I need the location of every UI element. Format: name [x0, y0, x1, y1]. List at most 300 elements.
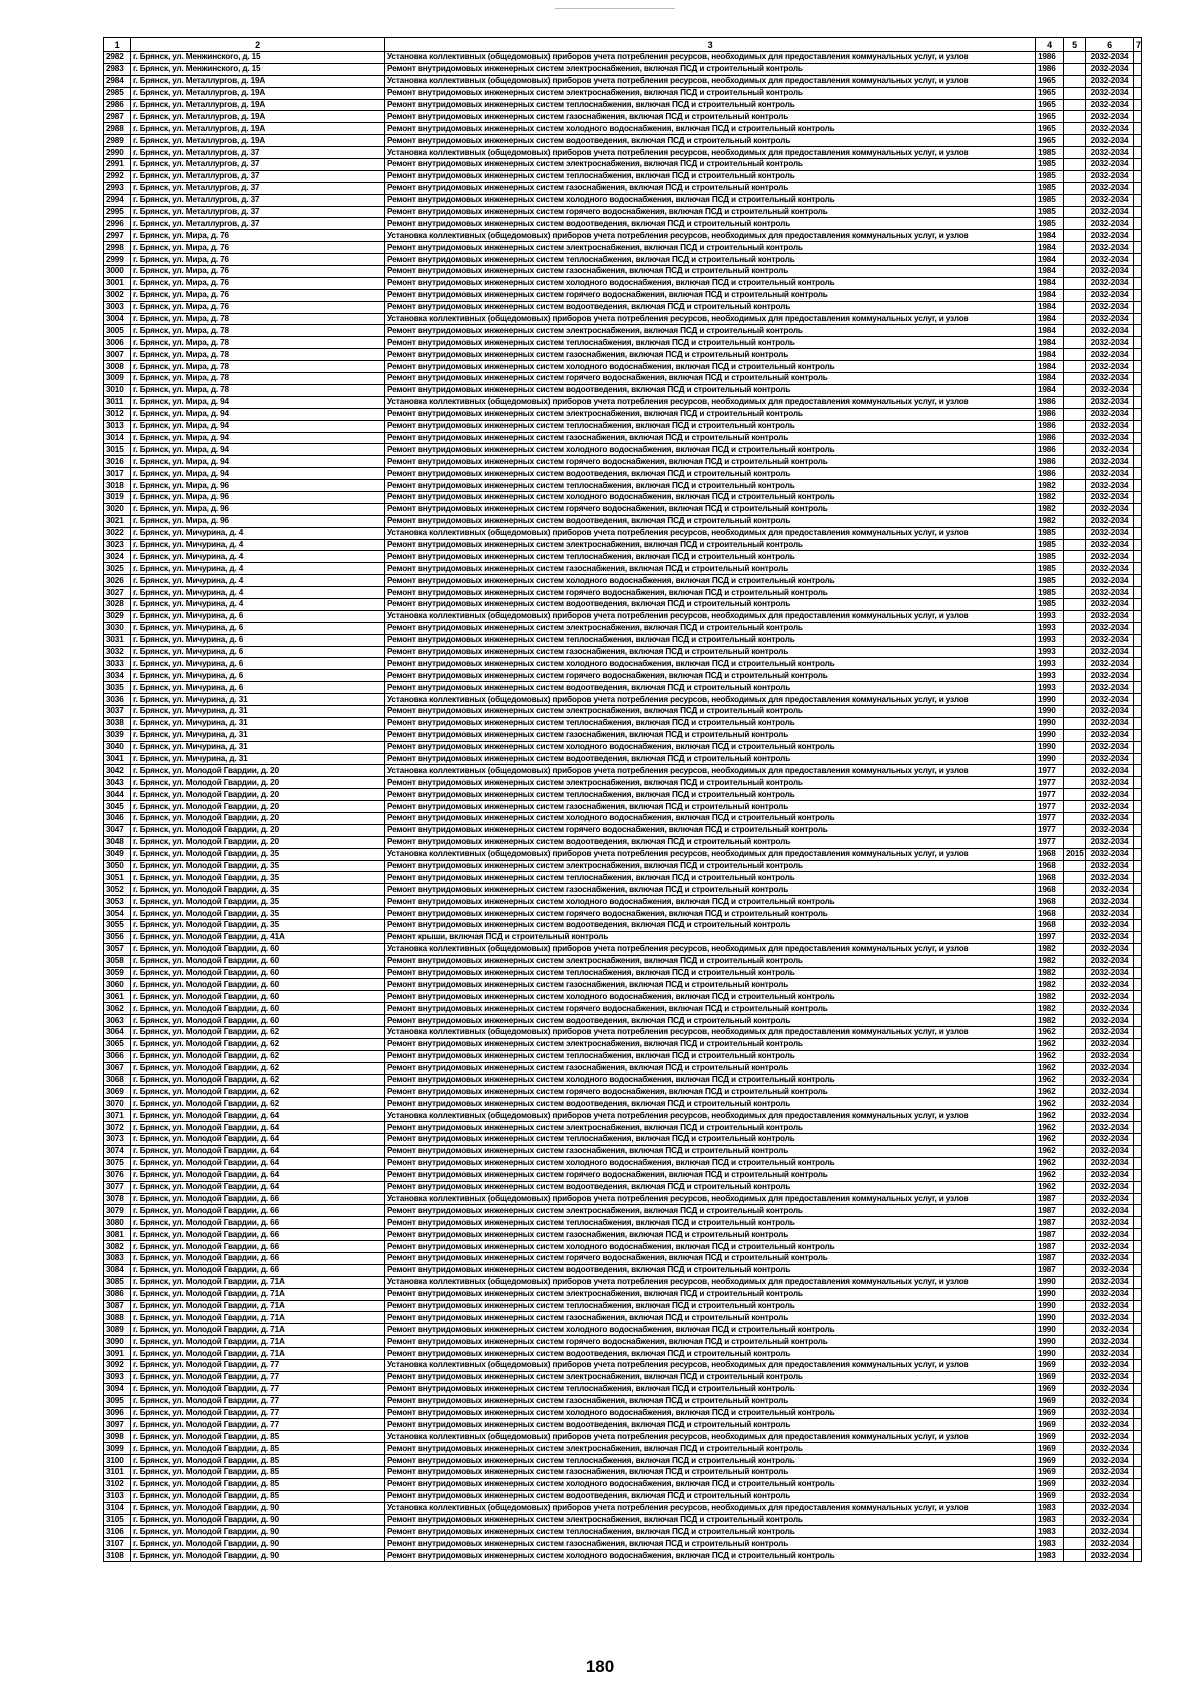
- cell-row-number: 3101: [104, 1466, 131, 1478]
- cell-planned-period: 2032-2034: [1086, 753, 1134, 765]
- cell-row-number: 3078: [104, 1193, 131, 1205]
- cell-row-number: 2994: [104, 194, 131, 206]
- cell-last-repair-year: [1064, 1264, 1086, 1276]
- cell-address: г. Брянск, ул. Молодой Гвардии, д. 71А: [131, 1348, 385, 1360]
- cell-note: [1134, 1145, 1142, 1157]
- cell-work-type: Ремонт внутридомовых инженерных систем теплоснабжения, включая ПСД и строительный контроль: [385, 1455, 1036, 1467]
- cell-address: г. Брянск, ул. Молодой Гвардии, д. 85: [131, 1490, 385, 1502]
- cell-work-type: Ремонт внутридомовых инженерных систем водоотведения, включая ПСД и строительный контроль: [385, 1015, 1036, 1027]
- cell-planned-period: 2032-2034: [1086, 52, 1134, 64]
- cell-note: [1134, 313, 1142, 325]
- cell-planned-period: 2032-2034: [1086, 1312, 1134, 1324]
- cell-build-year: 1990: [1036, 741, 1064, 753]
- cell-note: [1134, 1050, 1142, 1062]
- top-rule: [555, 8, 675, 9]
- cell-work-type: Установка коллективных (общедомовых) приборов учета потребления ресурсов, необходимых для предоставления коммунальных услуг, и узлов: [385, 1193, 1036, 1205]
- cell-work-type: Ремонт внутридомовых инженерных систем водоотведения, включая ПСД и строительный контроль: [385, 836, 1036, 848]
- cell-row-number: 3033: [104, 658, 131, 670]
- cell-address: г. Брянск, ул. Молодой Гвардии, д. 62: [131, 1074, 385, 1086]
- cell-note: [1134, 1122, 1142, 1134]
- cell-note: [1134, 670, 1142, 682]
- cell-last-repair-year: [1064, 539, 1086, 551]
- cell-work-type: Ремонт внутридомовых инженерных систем электроснабжения, включая ПСД и строительный контроль: [385, 1371, 1036, 1383]
- cell-address: г. Брянск, ул. Молодой Гвардии, д. 77: [131, 1383, 385, 1395]
- cell-row-number: 3020: [104, 503, 131, 515]
- cell-work-type: Ремонт внутридомовых инженерных систем холодного водоснабжения, включая ПСД и строительный контроль: [385, 813, 1036, 825]
- cell-build-year: 1962: [1036, 1062, 1064, 1074]
- cell-planned-period: 2032-2034: [1086, 836, 1134, 848]
- cell-planned-period: 2032-2034: [1086, 420, 1134, 432]
- cell-planned-period: 2032-2034: [1086, 646, 1134, 658]
- cell-row-number: 2991: [104, 159, 131, 171]
- cell-work-type: Ремонт внутридомовых инженерных систем водоотведения, включая ПСД и строительный контроль: [385, 515, 1036, 527]
- cell-last-repair-year: [1064, 1288, 1086, 1300]
- cell-work-type: Ремонт внутридомовых инженерных систем газоснабжения, включая ПСД и строительный контроль: [385, 1395, 1036, 1407]
- cell-work-type: Ремонт внутридомовых инженерных систем горячего водоснабжения, включая ПСД и строительный контроль: [385, 824, 1036, 836]
- cell-planned-period: 2032-2034: [1086, 1252, 1134, 1264]
- table-row: [104, 848, 1142, 860]
- cell-build-year: 1997: [1036, 931, 1064, 943]
- cell-planned-period: 2032-2034: [1086, 1110, 1134, 1122]
- cell-address: г. Брянск, ул. Мичурина, д. 4: [131, 575, 385, 587]
- cell-note: [1134, 503, 1142, 515]
- cell-address: г. Брянск, ул. Мира, д. 78: [131, 349, 385, 361]
- cell-address: г. Брянск, ул. Мира, д. 78: [131, 325, 385, 337]
- cell-row-number: 3052: [104, 884, 131, 896]
- cell-address: г. Брянск, ул. Мира, д. 94: [131, 420, 385, 432]
- cell-address: г. Брянск, ул. Молодой Гвардии, д. 77: [131, 1371, 385, 1383]
- cell-build-year: 1969: [1036, 1455, 1064, 1467]
- cell-planned-period: 2032-2034: [1086, 860, 1134, 872]
- cell-last-repair-year: [1064, 920, 1086, 932]
- cell-address: г. Брянск, ул. Мичурина, д. 6: [131, 658, 385, 670]
- cell-note: [1134, 908, 1142, 920]
- cell-last-repair-year: [1064, 801, 1086, 813]
- table-row: [104, 1193, 1142, 1205]
- cell-last-repair-year: [1064, 266, 1086, 278]
- cell-last-repair-year: [1064, 1193, 1086, 1205]
- table-row: [104, 266, 1142, 278]
- cell-row-number: 3061: [104, 991, 131, 1003]
- cell-build-year: 1969: [1036, 1431, 1064, 1443]
- cell-work-type: Ремонт внутридомовых инженерных систем теплоснабжения, включая ПСД и строительный контроль: [385, 1300, 1036, 1312]
- cell-row-number: 3062: [104, 1003, 131, 1015]
- cell-planned-period: 2032-2034: [1086, 75, 1134, 87]
- cell-note: [1134, 361, 1142, 373]
- cell-work-type: Ремонт внутридомовых инженерных систем электроснабжения, включая ПСД и строительный контроль: [385, 705, 1036, 717]
- cell-build-year: 1984: [1036, 325, 1064, 337]
- cell-work-type: Ремонт внутридомовых инженерных систем теплоснабжения, включая ПСД и строительный контроль: [385, 1526, 1036, 1538]
- header-col-4: 4: [1036, 38, 1064, 52]
- cell-row-number: 3066: [104, 1050, 131, 1062]
- cell-note: [1134, 1276, 1142, 1288]
- cell-note: [1134, 456, 1142, 468]
- table-row: [104, 979, 1142, 991]
- cell-row-number: 3004: [104, 313, 131, 325]
- table-row: [104, 230, 1142, 242]
- table-row: [104, 206, 1142, 218]
- cell-work-type: Ремонт внутридомовых инженерных систем холодного водоснабжения, включая ПСД и строительный контроль: [385, 194, 1036, 206]
- cell-address: г. Брянск, ул. Молодой Гвардии, д. 71А: [131, 1324, 385, 1336]
- cell-row-number: 3050: [104, 860, 131, 872]
- cell-build-year: 1987: [1036, 1217, 1064, 1229]
- cell-last-repair-year: [1064, 1241, 1086, 1253]
- cell-work-type: Установка коллективных (общедомовых) приборов учета потребления ресурсов, необходимых для предоставления коммунальных услуг, и узлов: [385, 313, 1036, 325]
- cell-note: [1134, 349, 1142, 361]
- cell-build-year: 1969: [1036, 1490, 1064, 1502]
- table-row: [104, 931, 1142, 943]
- table-row: [104, 860, 1142, 872]
- cell-last-repair-year: [1064, 705, 1086, 717]
- table-row: [104, 396, 1142, 408]
- cell-last-repair-year: [1064, 1252, 1086, 1264]
- cell-planned-period: 2032-2034: [1086, 1050, 1134, 1062]
- cell-last-repair-year: [1064, 170, 1086, 182]
- cell-address: г. Брянск, ул. Мира, д. 78: [131, 337, 385, 349]
- cell-planned-period: 2032-2034: [1086, 1407, 1134, 1419]
- cell-planned-period: 2032-2034: [1086, 1288, 1134, 1300]
- cell-planned-period: 2032-2034: [1086, 705, 1134, 717]
- table-row: [104, 420, 1142, 432]
- cell-build-year: 1968: [1036, 848, 1064, 860]
- cell-work-type: Ремонт внутридомовых инженерных систем водоотведения, включая ПСД и строительный контроль: [385, 468, 1036, 480]
- cell-work-type: Ремонт внутридомовых инженерных систем газоснабжения, включая ПСД и строительный контроль: [385, 1145, 1036, 1157]
- cell-last-repair-year: [1064, 563, 1086, 575]
- cell-address: г. Брянск, ул. Металлургов, д. 19А: [131, 99, 385, 111]
- cell-build-year: 1986: [1036, 432, 1064, 444]
- cell-planned-period: 2032-2034: [1086, 1086, 1134, 1098]
- table-row: [104, 563, 1142, 575]
- cell-note: [1134, 1288, 1142, 1300]
- cell-row-number: 3030: [104, 622, 131, 634]
- cell-address: г. Брянск, ул. Мира, д. 78: [131, 313, 385, 325]
- cell-last-repair-year: [1064, 123, 1086, 135]
- cell-note: [1134, 955, 1142, 967]
- cell-build-year: 1982: [1036, 979, 1064, 991]
- cell-work-type: Ремонт внутридомовых инженерных систем газоснабжения, включая ПСД и строительный контроль: [385, 646, 1036, 658]
- cell-row-number: 3092: [104, 1359, 131, 1371]
- cell-row-number: 2988: [104, 123, 131, 135]
- cell-last-repair-year: [1064, 349, 1086, 361]
- cell-planned-period: 2032-2034: [1086, 87, 1134, 99]
- cell-note: [1134, 468, 1142, 480]
- cell-address: г. Брянск, ул. Металлургов, д. 37: [131, 218, 385, 230]
- cell-note: [1134, 1336, 1142, 1348]
- cell-row-number: 3086: [104, 1288, 131, 1300]
- cell-work-type: Ремонт внутридомовых инженерных систем холодного водоснабжения, включая ПСД и строительный контроль: [385, 741, 1036, 753]
- cell-build-year: 1983: [1036, 1502, 1064, 1514]
- cell-note: [1134, 432, 1142, 444]
- cell-last-repair-year: [1064, 456, 1086, 468]
- table-row: [104, 325, 1142, 337]
- table-row: [104, 801, 1142, 813]
- cell-planned-period: 2032-2034: [1086, 1038, 1134, 1050]
- cell-build-year: 1962: [1036, 1086, 1064, 1098]
- cell-last-repair-year: [1064, 1134, 1086, 1146]
- cell-build-year: 1987: [1036, 1229, 1064, 1241]
- table-row: [104, 1134, 1142, 1146]
- cell-planned-period: 2032-2034: [1086, 289, 1134, 301]
- cell-work-type: Ремонт внутридомовых инженерных систем электроснабжения, включая ПСД и строительный контроль: [385, 777, 1036, 789]
- cell-note: [1134, 111, 1142, 123]
- cell-address: г. Брянск, ул. Мичурина, д. 6: [131, 682, 385, 694]
- cell-last-repair-year: [1064, 491, 1086, 503]
- cell-note: [1134, 218, 1142, 230]
- cell-planned-period: 2032-2034: [1086, 1538, 1134, 1550]
- cell-last-repair-year: [1064, 1312, 1086, 1324]
- cell-build-year: 1969: [1036, 1478, 1064, 1490]
- cell-address: г. Брянск, ул. Металлургов, д. 37: [131, 206, 385, 218]
- cell-address: г. Брянск, ул. Молодой Гвардии, д. 85: [131, 1443, 385, 1455]
- cell-last-repair-year: [1064, 1478, 1086, 1490]
- cell-build-year: 1990: [1036, 1348, 1064, 1360]
- cell-note: [1134, 266, 1142, 278]
- cell-planned-period: 2032-2034: [1086, 1027, 1134, 1039]
- cell-work-type: Установка коллективных (общедомовых) приборов учета потребления ресурсов, необходимых для предоставления коммунальных услуг, и узлов: [385, 147, 1036, 159]
- table-row: [104, 313, 1142, 325]
- table-row: [104, 872, 1142, 884]
- cell-build-year: 1962: [1036, 1157, 1064, 1169]
- cell-last-repair-year: [1064, 1074, 1086, 1086]
- table-row: [104, 1110, 1142, 1122]
- cell-address: г. Брянск, ул. Менжинского, д. 15: [131, 52, 385, 64]
- cell-row-number: 3055: [104, 920, 131, 932]
- cell-planned-period: 2032-2034: [1086, 1062, 1134, 1074]
- cell-address: г. Брянск, ул. Молодой Гвардии, д. 64: [131, 1169, 385, 1181]
- cell-last-repair-year: [1064, 1122, 1086, 1134]
- cell-note: [1134, 587, 1142, 599]
- cell-row-number: 2998: [104, 242, 131, 254]
- cell-last-repair-year: [1064, 908, 1086, 920]
- cell-planned-period: 2032-2034: [1086, 1419, 1134, 1431]
- cell-note: [1134, 1455, 1142, 1467]
- cell-address: г. Брянск, ул. Мира, д. 76: [131, 289, 385, 301]
- cell-row-number: 3102: [104, 1478, 131, 1490]
- cell-address: г. Брянск, ул. Мичурина, д. 31: [131, 741, 385, 753]
- cell-planned-period: 2032-2034: [1086, 598, 1134, 610]
- cell-note: [1134, 1074, 1142, 1086]
- cell-row-number: 3087: [104, 1300, 131, 1312]
- table-row: [104, 1336, 1142, 1348]
- cell-note: [1134, 1241, 1142, 1253]
- cell-work-type: Ремонт внутридомовых инженерных систем холодного водоснабжения, включая ПСД и строительный контроль: [385, 1241, 1036, 1253]
- cell-work-type: Ремонт внутридомовых инженерных систем холодного водоснабжения, включая ПСД и строительный контроль: [385, 1478, 1036, 1490]
- cell-row-number: 3079: [104, 1205, 131, 1217]
- cell-work-type: Ремонт внутридомовых инженерных систем горячего водоснабжения, включая ПСД и строительный контроль: [385, 908, 1036, 920]
- cell-last-repair-year: [1064, 444, 1086, 456]
- cell-planned-period: 2032-2034: [1086, 1383, 1134, 1395]
- cell-last-repair-year: [1064, 420, 1086, 432]
- cell-work-type: Ремонт внутридомовых инженерных систем горячего водоснабжения, включая ПСД и строительный контроль: [385, 456, 1036, 468]
- cell-last-repair-year: [1064, 1431, 1086, 1443]
- cell-build-year: 1993: [1036, 670, 1064, 682]
- cell-build-year: 1968: [1036, 908, 1064, 920]
- cell-address: г. Брянск, ул. Мичурина, д. 6: [131, 622, 385, 634]
- cell-last-repair-year: [1064, 111, 1086, 123]
- cell-row-number: 3083: [104, 1252, 131, 1264]
- cell-note: [1134, 289, 1142, 301]
- cell-planned-period: 2032-2034: [1086, 1015, 1134, 1027]
- cell-note: [1134, 1466, 1142, 1478]
- cell-build-year: 1984: [1036, 266, 1064, 278]
- cell-note: [1134, 384, 1142, 396]
- cell-last-repair-year: [1064, 254, 1086, 266]
- cell-address: г. Брянск, ул. Молодой Гвардии, д. 66: [131, 1193, 385, 1205]
- cell-planned-period: 2032-2034: [1086, 123, 1134, 135]
- cell-address: г. Брянск, ул. Молодой Гвардии, д. 64: [131, 1122, 385, 1134]
- cell-planned-period: 2032-2034: [1086, 230, 1134, 242]
- cell-note: [1134, 598, 1142, 610]
- cell-build-year: 1965: [1036, 75, 1064, 87]
- table-row: [104, 373, 1142, 385]
- cell-last-repair-year: 2015: [1064, 848, 1086, 860]
- cell-build-year: 1993: [1036, 646, 1064, 658]
- cell-last-repair-year: [1064, 729, 1086, 741]
- cell-address: г. Брянск, ул. Металлургов, д. 37: [131, 194, 385, 206]
- table-row: [104, 468, 1142, 480]
- cell-build-year: 1983: [1036, 1550, 1064, 1562]
- cell-row-number: 2995: [104, 206, 131, 218]
- cell-note: [1134, 884, 1142, 896]
- cell-row-number: 3077: [104, 1181, 131, 1193]
- cell-address: г. Брянск, ул. Молодой Гвардии, д. 71А: [131, 1336, 385, 1348]
- cell-planned-period: 2032-2034: [1086, 622, 1134, 634]
- cell-row-number: 3053: [104, 896, 131, 908]
- cell-address: г. Брянск, ул. Молодой Гвардии, д. 20: [131, 765, 385, 777]
- cell-planned-period: 2032-2034: [1086, 1205, 1134, 1217]
- table-row: [104, 159, 1142, 171]
- cell-build-year: 1969: [1036, 1419, 1064, 1431]
- cell-last-repair-year: [1064, 789, 1086, 801]
- cell-note: [1134, 63, 1142, 75]
- cell-planned-period: 2032-2034: [1086, 503, 1134, 515]
- cell-note: [1134, 515, 1142, 527]
- cell-address: г. Брянск, ул. Мира, д. 94: [131, 444, 385, 456]
- cell-planned-period: 2032-2034: [1086, 694, 1134, 706]
- cell-last-repair-year: [1064, 52, 1086, 64]
- cell-row-number: 3093: [104, 1371, 131, 1383]
- cell-last-repair-year: [1064, 1348, 1086, 1360]
- cell-note: [1134, 551, 1142, 563]
- cell-work-type: Ремонт внутридомовых инженерных систем водоотведения, включая ПСД и строительный контроль: [385, 218, 1036, 230]
- cell-planned-period: 2032-2034: [1086, 159, 1134, 171]
- cell-row-number: 3096: [104, 1407, 131, 1419]
- table-row: [104, 896, 1142, 908]
- table-row: [104, 1324, 1142, 1336]
- cell-work-type: Ремонт внутридомовых инженерных систем электроснабжения, включая ПСД и строительный контроль: [385, 1205, 1036, 1217]
- cell-work-type: Ремонт внутридомовых инженерных систем водоотведения, включая ПСД и строительный контроль: [385, 301, 1036, 313]
- cell-planned-period: 2032-2034: [1086, 480, 1134, 492]
- cell-note: [1134, 1478, 1142, 1490]
- cell-address: г. Брянск, ул. Молодой Гвардии, д. 77: [131, 1359, 385, 1371]
- cell-planned-period: 2032-2034: [1086, 539, 1134, 551]
- cell-row-number: 3071: [104, 1110, 131, 1122]
- cell-row-number: 3044: [104, 789, 131, 801]
- cell-work-type: Ремонт внутридомовых инженерных систем горячего водоснабжения, включая ПСД и строительный контроль: [385, 587, 1036, 599]
- cell-build-year: 1990: [1036, 694, 1064, 706]
- cell-planned-period: 2032-2034: [1086, 801, 1134, 813]
- cell-build-year: 1987: [1036, 1252, 1064, 1264]
- table-row: [104, 598, 1142, 610]
- table-row: [104, 63, 1142, 75]
- cell-last-repair-year: [1064, 1145, 1086, 1157]
- table-row: [104, 1383, 1142, 1395]
- cell-note: [1134, 1169, 1142, 1181]
- table-row: [104, 1086, 1142, 1098]
- table-row: [104, 1157, 1142, 1169]
- cell-planned-period: 2032-2034: [1086, 979, 1134, 991]
- cell-last-repair-year: [1064, 218, 1086, 230]
- cell-planned-period: 2032-2034: [1086, 920, 1134, 932]
- cell-address: г. Брянск, ул. Молодой Гвардии, д. 35: [131, 896, 385, 908]
- capital-repair-table: [103, 37, 1142, 1562]
- cell-last-repair-year: [1064, 147, 1086, 159]
- cell-last-repair-year: [1064, 634, 1086, 646]
- cell-build-year: 1985: [1036, 159, 1064, 171]
- cell-note: [1134, 1371, 1142, 1383]
- cell-planned-period: 2032-2034: [1086, 1276, 1134, 1288]
- cell-build-year: 1993: [1036, 622, 1064, 634]
- cell-address: г. Брянск, ул. Мира, д. 78: [131, 373, 385, 385]
- cell-planned-period: 2032-2034: [1086, 254, 1134, 266]
- cell-build-year: 1977: [1036, 813, 1064, 825]
- table-row: [104, 1074, 1142, 1086]
- cell-planned-period: 2032-2034: [1086, 325, 1134, 337]
- cell-work-type: Ремонт внутридомовых инженерных систем электроснабжения, включая ПСД и строительный контроль: [385, 87, 1036, 99]
- cell-work-type: Ремонт внутридомовых инженерных систем газоснабжения, включая ПСД и строительный контроль: [385, 1062, 1036, 1074]
- cell-note: [1134, 575, 1142, 587]
- cell-last-repair-year: [1064, 432, 1086, 444]
- table-row: [104, 1288, 1142, 1300]
- cell-note: [1134, 1193, 1142, 1205]
- cell-build-year: 1985: [1036, 598, 1064, 610]
- table-row: [104, 908, 1142, 920]
- cell-planned-period: 2032-2034: [1086, 468, 1134, 480]
- cell-note: [1134, 277, 1142, 289]
- cell-build-year: 1986: [1036, 456, 1064, 468]
- cell-last-repair-year: [1064, 931, 1086, 943]
- cell-planned-period: 2032-2034: [1086, 111, 1134, 123]
- cell-planned-period: 2032-2034: [1086, 1455, 1134, 1467]
- cell-work-type: Ремонт внутридомовых инженерных систем теплоснабжения, включая ПСД и строительный контроль: [385, 789, 1036, 801]
- cell-address: г. Брянск, ул. Молодой Гвардии, д. 85: [131, 1431, 385, 1443]
- cell-build-year: 1987: [1036, 1264, 1064, 1276]
- cell-row-number: 3037: [104, 705, 131, 717]
- cell-row-number: 3027: [104, 587, 131, 599]
- cell-address: г. Брянск, ул. Молодой Гвардии, д. 60: [131, 979, 385, 991]
- cell-work-type: Установка коллективных (общедомовых) приборов учета потребления ресурсов, необходимых для предоставления коммунальных услуг, и узлов: [385, 943, 1036, 955]
- cell-last-repair-year: [1064, 824, 1086, 836]
- cell-row-number: 3031: [104, 634, 131, 646]
- table-row: [104, 622, 1142, 634]
- cell-address: г. Брянск, ул. Молодой Гвардии, д. 90: [131, 1502, 385, 1514]
- cell-note: [1134, 75, 1142, 87]
- cell-build-year: 1987: [1036, 1241, 1064, 1253]
- cell-build-year: 1985: [1036, 575, 1064, 587]
- cell-note: [1134, 1490, 1142, 1502]
- cell-build-year: 1969: [1036, 1383, 1064, 1395]
- cell-note: [1134, 1038, 1142, 1050]
- cell-row-number: 3068: [104, 1074, 131, 1086]
- cell-build-year: 1982: [1036, 515, 1064, 527]
- cell-address: г. Брянск, ул. Мичурина, д. 4: [131, 527, 385, 539]
- cell-last-repair-year: [1064, 1157, 1086, 1169]
- cell-note: [1134, 1502, 1142, 1514]
- cell-planned-period: 2032-2034: [1086, 373, 1134, 385]
- cell-build-year: 1982: [1036, 967, 1064, 979]
- cell-note: [1134, 135, 1142, 147]
- cell-planned-period: 2032-2034: [1086, 955, 1134, 967]
